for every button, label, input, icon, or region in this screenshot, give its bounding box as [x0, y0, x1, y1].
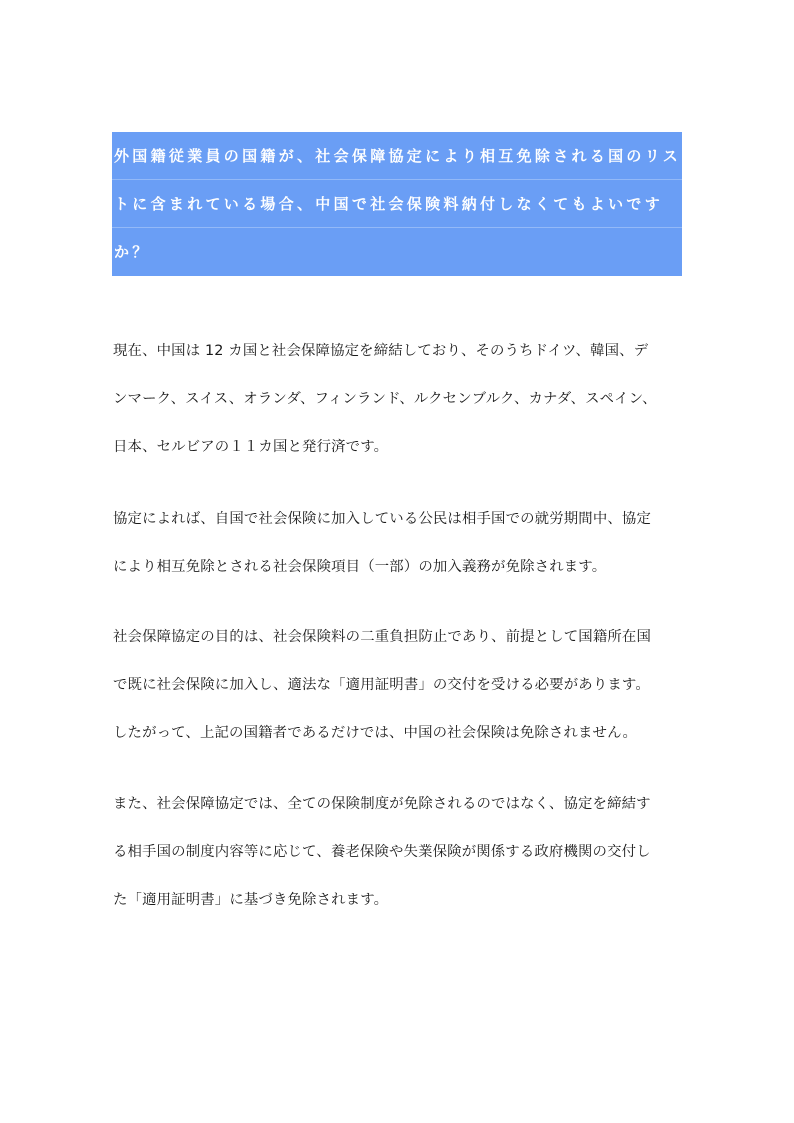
paragraph-line: ンマーク、スイス、オランダ、フィンランド、ルクセンブルク、カナダ、スペイン、 — [113, 391, 657, 407]
paragraph-line: 社会保障協定の目的は、社会保険料の二重負担防止であり、前提として国籍所在国 — [113, 629, 652, 645]
question-line: 外国籍従業員の国籍が、社会保障協定により相互免除される国のリス — [112, 132, 682, 180]
paragraph-line: た「適用証明書」に基づき免除されます。 — [113, 892, 389, 908]
paragraph-line: また、社会保障協定では、全ての保険制度が免除されるのではなく、協定を締結す — [113, 796, 651, 812]
paragraph-line: る相手国の制度内容等に応じて、養老保険や失業保険が関係する政府機関の交付し — [113, 844, 651, 860]
question-line: か？ — [114, 243, 151, 261]
paragraph-line: したがって、上記の国籍者であるだけでは、中国の社会保険は免除されません。 — [113, 725, 638, 741]
paragraph-line: により相互免除とされる社会保険項目（一部）の加入義務が免除されます。 — [113, 559, 607, 575]
paragraph-line: で既に社会保険に加入し、適法な「適用証明書」の交付を受ける必要があります。 — [113, 677, 650, 693]
question-line: トに含まれている場合、中国で社会保険料納付しなくてもよいです — [112, 180, 682, 228]
paragraph-line: 日本、セルビアの１１カ国と発行済です。 — [113, 439, 389, 455]
paragraph-line: 現在、中国は 12 カ国と社会保障協定を締結しており、そのうちドイツ、韓国、デ — [113, 343, 649, 359]
question-heading-box — [112, 132, 682, 276]
paragraph-line: 協定によれば、自国で社会保険に加入している公民は相手国での就労期間中、協定 — [113, 511, 652, 527]
